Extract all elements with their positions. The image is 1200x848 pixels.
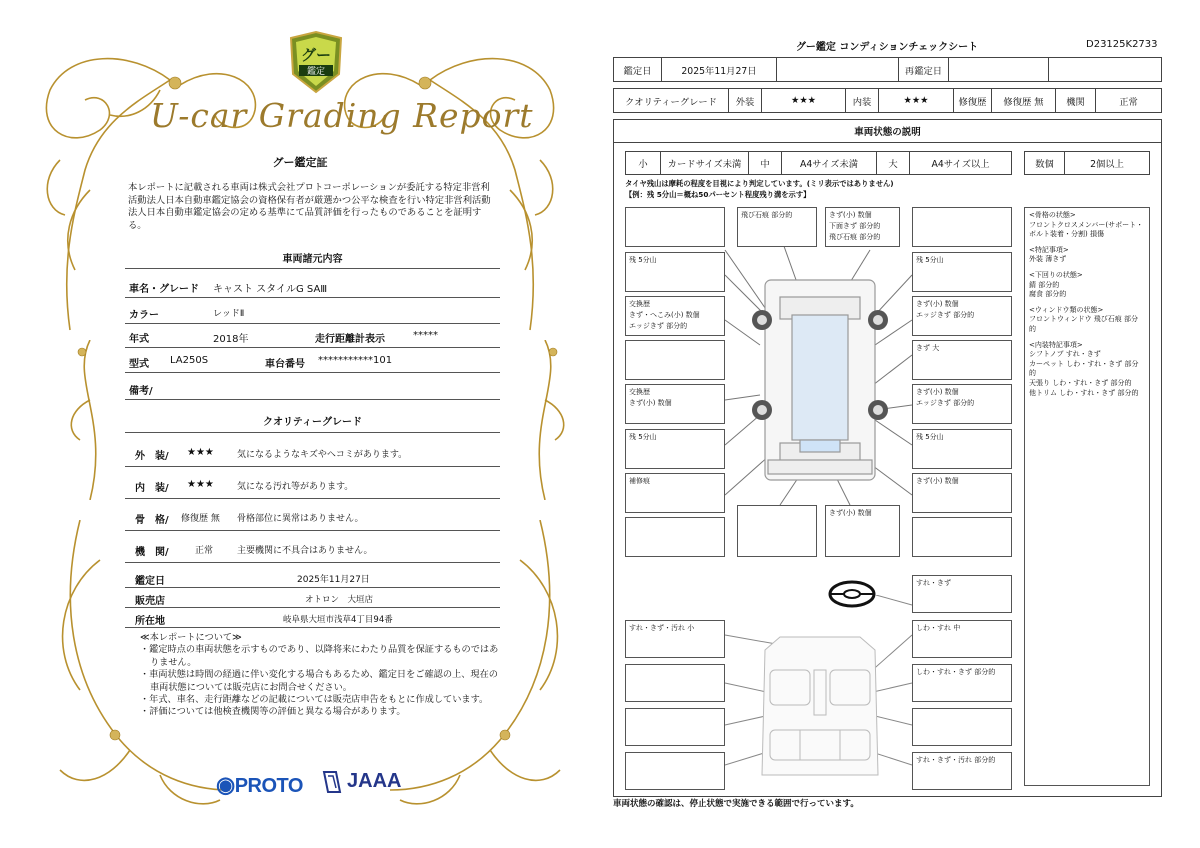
condition-box: 残 5分山 [625,252,725,292]
note-item: ・年式、車名、走行距離などの記載については販売店申告をもとに作成しています。 [140,694,489,706]
divider [125,268,500,269]
engine-label: 機 関/ [135,547,169,558]
condition-box [912,517,1012,557]
condition-box [625,207,725,247]
quality-row-frame [125,501,500,531]
notes-heading: ≪本レポートについて≫ [140,632,242,643]
condition-box [625,517,725,557]
note-item: ・鑑定時点の車両状態を示すものであり、以降将来にわたり品質を保証するものではありません。 [140,644,499,668]
condition-box: きず(小) 数個 下面きず 部分的 飛び石痕 部分的 [825,207,900,247]
report-notes [140,632,500,719]
window-note: <ウィンドウ類の状態> フロントウィンドウ 飛び石痕 部分的 [1029,305,1139,333]
count-desc: 2個以上 [1090,159,1124,170]
size-large-desc: A4サイズ以上 [931,159,990,170]
interior-grade: ★★★ [187,479,214,490]
condition-box: きず(小) 数個 [825,505,900,557]
info-row-address [125,608,500,628]
interior-comment: 気になる汚れ等があります。 [237,482,354,492]
condition-box: きず(小) 数個 エッジきず 部分的 [912,296,1012,336]
quality-row-interior [125,469,500,499]
condition-box: 飛び石痕 部分的 [737,207,817,247]
exterior-comment: 気になるようなキズやヘコミがあります。 [237,450,408,460]
int-label: 内装 [846,89,879,112]
date-table [613,57,1162,82]
tire-note-line: 【例：残 5分山＝概ね50パーセント程度残り溝を示す】 [625,189,811,199]
special-note: <特記事項> 外装 薄きず [1029,245,1069,264]
chassis-value: ***********101 [318,355,393,366]
frame-label: 骨 格/ [135,515,169,526]
blank-cell [777,58,899,81]
engine-value: 正常 [1119,96,1138,108]
color-value: レッドⅡ [213,309,245,319]
address-label: 所在地 [135,616,165,627]
date-label: 鑑定日 [135,576,165,587]
spec-row-model [125,347,500,373]
remarks-label: 備考/ [129,386,153,397]
condition-box [625,752,725,790]
engine-label: 機関 [1056,89,1096,112]
interior-label: 内 装/ [135,483,169,494]
frame-comment: 骨格部位に異常はありません。 [237,514,364,524]
special-notes-panel [1024,207,1150,786]
condition-box: 残 5分山 [912,252,1012,292]
note-item: ・車両状態は時間の経過に伴い変化する場合もあるため、鑑定日をご確認の上、現在の車両状態については販売店にお問合せください。 [140,669,498,693]
sheet-title: グー鑑定 コンディションチェックシート [795,42,979,53]
condition-box: きず(小) 数個 [912,473,1012,513]
spec-row-car-name [125,272,500,298]
condition-box: しわ・すれ・きず 部分的 [912,664,1012,702]
date-value: 2025年11月27日 [297,575,370,585]
ext-value: ★★★ [762,89,846,112]
underbody-note: <下回りの状態> 錆 部分的 腐食 部分的 [1029,270,1083,299]
condition-box: しわ・すれ 中 [912,620,1012,658]
bottom-note: 車両状態の確認は、停止状態で実施できる範囲で行っています。 [613,799,859,809]
ext-label: 外装 [729,89,762,112]
condition-box [912,207,1012,247]
car-name-label: 車名・グレード [129,284,199,295]
condition-box: 交換歴 きず・へこみ(小) 数個 エッジきず 部分的 [625,296,725,336]
size-small-desc: カードサイズ未満 [661,152,749,174]
quality-table [613,88,1162,113]
condition-box: 残 5分山 [625,429,725,469]
chassis-label: 車台番号 [265,359,305,370]
int-value: ★★★ [879,89,954,112]
mileage-label: 走行距離計表示 [315,334,385,345]
proto-logo-text: PROTO [234,775,303,797]
color-label: カラー [129,310,159,321]
size-legend-table [625,151,1012,175]
count-legend-table [1024,151,1150,175]
condition-box: すれ・きず・汚れ 部分的 [912,752,1012,790]
address-value: 岐阜県大垣市浅草4丁目94番 [283,615,393,625]
condition-box [912,708,1012,746]
divider [125,432,500,433]
condition-box: きず(小) 数個 エッジきず 部分的 [912,384,1012,424]
ornament-left-side-icon [60,340,120,500]
quality-label: クオリティーグレード [614,89,729,112]
cert-text: 本レポートに記載される車両は株式会社プロトコーポレーションが委託する特定非営利活動法人日本自動車鑑定協会の資格保有者が厳選かつ公平な検査を行い特定非営利活動法人日本自動車鑑定協会の定める基準にて品質評価を行ったものであることを証明する。 [128,182,491,231]
size-mid: 中 [749,152,782,174]
date-value: 2025年11月27日 [662,58,777,81]
specs-heading: 車両諸元内容 [282,254,343,265]
cert-title: グー鑑定証 [272,156,328,169]
badge-top-text: グー [300,46,332,64]
repair-value: 修復歴 無 [992,89,1056,112]
reinspect-value [949,58,1049,81]
shop-value: オトロン 大垣店 [305,595,374,605]
mileage-value: ***** [413,330,438,341]
ornament-right-side-icon [515,340,575,500]
blank-cell [1049,58,1161,81]
exterior-grade: ★★★ [187,447,214,458]
badge-bottom-text: 鑑定 [306,67,326,77]
count-label: 数個 [1025,152,1065,174]
script-title: U-car Grading Report [150,96,534,135]
jaaa-mark-icon [322,770,342,794]
goo-appraisal-badge-icon [287,30,345,96]
proto-logo: ◉PROTO [216,772,303,797]
condition-box: 残 5分山 [912,429,1012,469]
condition-box: すれ・きず・汚れ 小 [625,620,725,658]
exterior-label: 外 装/ [135,451,169,462]
condition-box: きず 大 [912,340,1012,380]
spec-row-color [125,298,500,324]
frame-condition-note: <骨格の状態> フロントクロスメンバー(サポート・ボルト装着・分割) 損傷 [1029,211,1144,239]
car-name-value: キャスト スタイルG SAⅢ [213,284,328,295]
condition-box: すれ・きず [912,575,1012,613]
tire-note-line: タイヤ残山は摩耗の程度を目視により判定しています。(ミリ表示ではありません) [625,179,894,188]
quality-heading: クオリティーグレード [263,417,362,428]
explain-heading: 車両状態の説明 [613,119,1162,143]
repair-label: 修復歴 [954,89,992,112]
condition-box [737,505,817,557]
spec-row-remarks [125,374,500,400]
size-large: 大 [877,152,910,174]
reinspect-label: 再鑑定日 [899,58,949,81]
info-row-date [125,566,500,588]
jaaa-logo: JAAA [347,770,402,792]
quality-row-engine [125,533,500,563]
engine-comment: 主要機関に不具合はありません。 [237,546,373,556]
shop-label: 販売店 [135,596,165,607]
model-value: LA250S [170,355,209,366]
interior-note: <内装特記事項> シフトノブ すれ・きず カーペット しわ・すれ・きず 部分的 天張り しわ・すれ・きず 部分的 他トリム しわ・すれ・きず 部分的 [1029,340,1139,397]
size-mid-desc: A4サイズ未満 [782,152,877,174]
quality-row-exterior [125,437,500,467]
info-row-shop [125,588,500,608]
condition-box: 交換歴 きず(小) 数個 [625,384,725,424]
condition-box [625,708,725,746]
date-label: 鑑定日 [614,58,662,81]
engine-grade: 正常 [195,546,214,556]
condition-box [625,340,725,380]
condition-box [625,664,725,702]
note-item: ・評価については他検査機関等の評価と異なる場合があります。 [140,706,406,718]
condition-box: 補修痕 [625,473,725,513]
year-label: 年式 [129,334,149,345]
sheet-number: D23125K2733 [1086,39,1158,50]
frame-grade: 修復歴 無 [181,514,220,524]
year-value: 2018年 [213,334,249,345]
tire-note [625,179,894,200]
model-label: 型式 [129,359,149,370]
size-small: 小 [626,152,661,174]
spec-row-year [125,322,500,348]
